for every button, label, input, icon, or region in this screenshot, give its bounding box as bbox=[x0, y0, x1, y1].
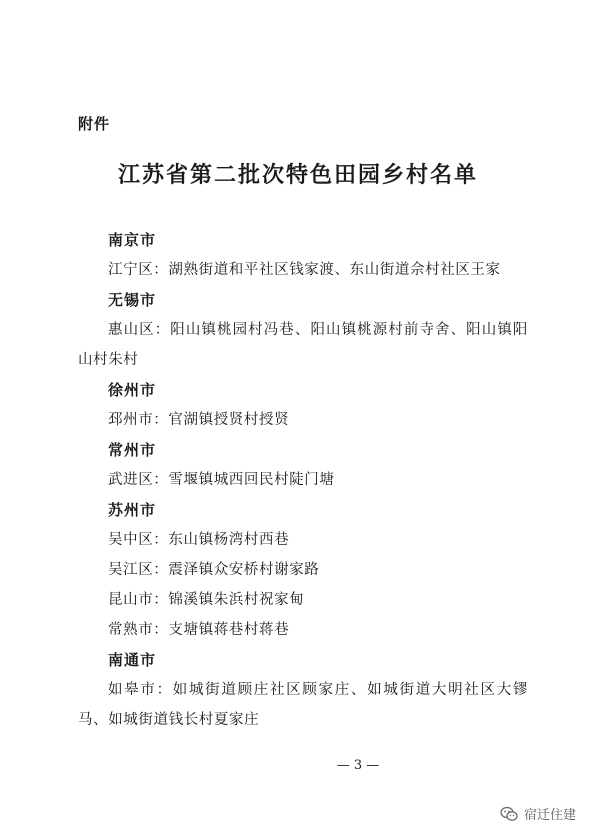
attachment-label: 附件 bbox=[78, 115, 111, 133]
city-heading: 南通市 bbox=[108, 651, 157, 669]
city-heading: 南京市 bbox=[108, 231, 157, 249]
city-section bbox=[78, 375, 528, 435]
district-entry: 吴中区：东山镇杨湾村西巷 bbox=[108, 532, 290, 548]
city-heading: 徐州市 bbox=[108, 381, 157, 399]
village-list bbox=[78, 225, 528, 735]
district-entry: 吴江区：震泽镇众安桥村谢家路 bbox=[108, 562, 320, 578]
document-title: 江苏省第二批次特色田园乡村名单 bbox=[117, 162, 478, 188]
city-section bbox=[78, 435, 528, 495]
page-number: — 3 — bbox=[336, 758, 380, 773]
city-section bbox=[78, 225, 528, 285]
city-heading: 无锡市 bbox=[108, 291, 157, 309]
district-entry: 常熟市：支塘镇蒋巷村蒋巷 bbox=[108, 622, 290, 638]
city-section bbox=[78, 645, 528, 735]
district-entry: 邳州市：官湖镇授贤村授贤 bbox=[108, 412, 290, 428]
city-heading: 苏州市 bbox=[108, 501, 157, 519]
district-entry: 江宁区：湖熟街道和平社区钱家渡、东山街道佘村社区王家 bbox=[108, 262, 501, 278]
city-section bbox=[78, 285, 528, 375]
district-entry: 昆山市：锦溪镇朱浜村祝家甸 bbox=[108, 592, 305, 608]
district-entry: 如皋市：如城街道顾庄社区顾家庄、如城街道大明社区大镠马、如城街道钱长村夏家庄 bbox=[78, 682, 528, 728]
city-heading: 常州市 bbox=[108, 441, 157, 459]
wechat-icon bbox=[500, 806, 518, 822]
watermark bbox=[500, 804, 576, 823]
district-entry: 武进区：雪堰镇城西回民村陡门塘 bbox=[108, 472, 335, 488]
watermark-text: 宿迁住建 bbox=[523, 808, 576, 823]
district-entry: 惠山区：阳山镇桃园村冯巷、阳山镇桃源村前寺舍、阳山镇阳山村朱村 bbox=[78, 322, 528, 368]
city-section bbox=[78, 495, 528, 645]
